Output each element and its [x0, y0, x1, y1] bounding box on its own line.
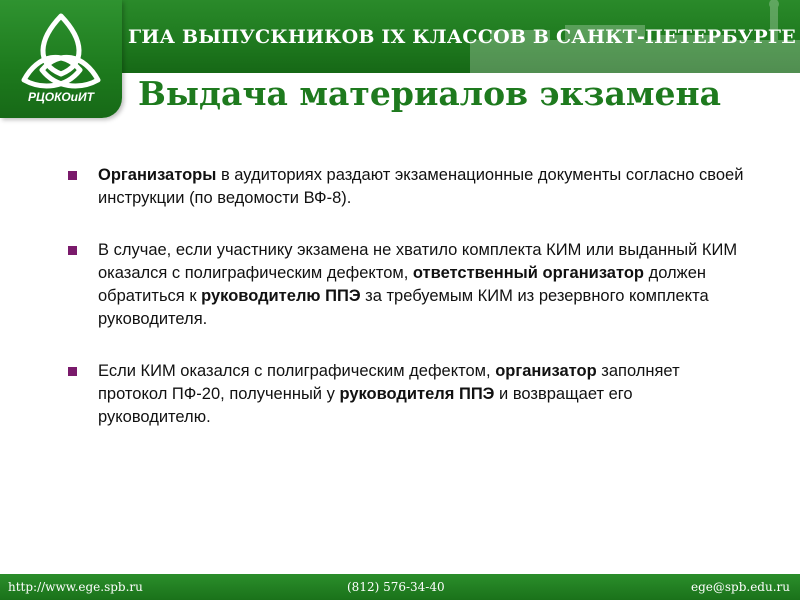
bold-text: руководителю ППЭ — [201, 287, 361, 305]
bullet-marker-icon — [68, 367, 77, 376]
trefoil-knot-icon — [18, 12, 104, 90]
header-title: ГИА ВЫПУСКНИКОВ IX КЛАССОВ В САНКТ-ПЕТЕРБУРГЕ — [128, 26, 796, 48]
logo — [0, 0, 122, 118]
footer-phone: (812) 576-34-40 — [347, 580, 445, 594]
bold-text: ответственный организатор — [412, 264, 644, 282]
bullet-marker-icon — [68, 246, 77, 255]
footer-url-link[interactable]: http://www.ege.spb.ru — [8, 580, 143, 594]
list-item — [68, 360, 748, 429]
list-item — [68, 164, 748, 210]
footer-email-link[interactable]: ege@spb.edu.ru — [690, 580, 790, 594]
body-text: Если КИМ оказался с полиграфическим дефектом, — [98, 362, 496, 380]
body-text: за требуемым КИМ из резервного комплекта руководителя. — [98, 287, 709, 328]
body-text: должен обратиться к — [98, 264, 706, 305]
page-title: Выдача материалов экзамена — [138, 74, 722, 113]
bold-text: Организаторы — [98, 166, 217, 184]
bold-text: организатор — [495, 362, 597, 380]
logo-text: РЦОКОиИТ — [28, 90, 94, 104]
list-item — [68, 239, 748, 331]
bullet-list — [68, 164, 748, 458]
footer-bar — [0, 574, 800, 600]
bullet-marker-icon — [68, 171, 77, 180]
bold-text: руководителя ППЭ — [339, 385, 495, 403]
body-text: заполняет протокол ПФ-20, полученный у — [98, 362, 680, 403]
body-text: и возвращает его руководителю. — [98, 385, 633, 426]
body-text: В случае, если участнику экзамена не хватило комплекта КИМ или выданный КИМ оказался с полиграфическим дефектом, — [98, 241, 738, 282]
body-text: в аудиториях раздают экзаменационные документы согласно своей инструкции (по ведомости ВФ-8). — [98, 166, 744, 207]
